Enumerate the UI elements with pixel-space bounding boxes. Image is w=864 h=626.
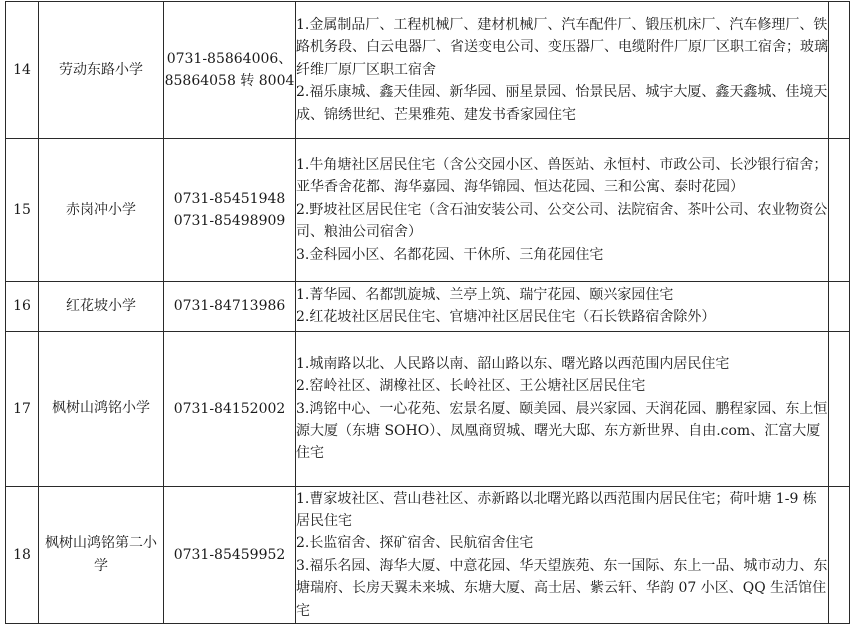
phone-number: 0731-84152002 [173,400,286,417]
table-row [6,331,850,486]
table-row [6,282,850,332]
school-name: 赤岗冲小学 [39,139,164,282]
area-item: 2.窑岭社区、湖橡社区、长岭社区、王公塘社区居民住宅 [296,378,646,395]
table-row [6,139,850,282]
phone-number: 0731-84713986 [173,298,286,315]
empty-cell [829,2,850,139]
area-item: 3.金科园小区、名都花园、干休所、三角花园住宅 [296,246,604,263]
area-item: 1.牛角塘社区居民住宅（含公交园小区、兽医站、永恒村、市政公司、长沙银行宿舍；亚华香舍花都、海华嘉园、海华锦园、恒达花园、三和公寓、泰时花园） [296,156,828,196]
table-row [6,486,850,623]
phone-number: 0731-85459952 [173,546,286,563]
phone-cell [164,331,296,486]
area-item: 2.红花坡社区居民住宅、官塘冲社区居民住宅（石长铁路宿舍除外） [296,309,716,326]
area-item: 1.城南路以北、人民路以南、韶山路以东、曙光路以西范围内居民住宅 [296,355,730,372]
phone-cell [164,2,296,139]
phone-cell [164,139,296,282]
row-number: 16 [6,282,39,332]
enrollment-area-cell [296,139,829,282]
area-item: 2.长监宿舍、探矿宿舍、民航宿舍住宅 [296,535,534,552]
phone-number: 0731-85498909 [173,213,286,229]
enrollment-area-cell [296,486,829,623]
row-number: 18 [6,486,39,623]
school-name: 红花坡小学 [39,282,164,332]
enrollment-area-cell [296,2,829,139]
phone-cell [164,486,296,623]
empty-cell [829,282,850,332]
empty-cell [829,486,850,623]
phone-number: 0731-85864006、85864058 转 8004 [164,51,295,89]
area-item: 3.福乐名园、海华大厦、中意花园、华天望族苑、东一国际、东上一品、城市动力、东塘瑞府、长房天翼未来城、东塘大厦、高士居、紫云轩、华韵 07 小区、QQ 生活馆住宅 [296,557,828,619]
phone-number: 0731-85451948 [173,191,286,207]
school-name: 枫树山鸿铭小学 [39,331,164,486]
area-item: 2.福乐康城、鑫天佳园、新华园、丽星景园、怡景民居、城宇大厦、鑫天鑫城、佳境天成、锦绣世纪、芒果雅苑、建发书香家园住宅 [296,84,828,123]
school-name: 劳动东路小学 [39,2,164,139]
school-district-table [5,1,850,624]
empty-cell [829,139,850,282]
row-number: 17 [6,331,39,486]
area-item: 1.曹家坡社区、营山巷社区、赤新路以北曙光路以西范围内居民住宅；荷叶塘 1-9 栋居民住宅 [296,490,817,529]
empty-cell [829,331,850,486]
area-item: 3.鸿铭中心、一心花苑、宏景名厦、颐美园、晨兴家园、天润花园、鹏程家园、东上恒源大厦（东塘 SOHO）、凤凰商贸城、曙光大邸、东方新世界、自由.com、汇富大厦住宅 [296,400,828,462]
enrollment-area-cell [296,331,829,486]
area-item: 1.金属制品厂、工程机械厂、建材机械厂、汽车配件厂、锻压机床厂、汽车修理厂、铁路机务段、白云电器厂、省送变电公司、变压器厂、电缆附件厂原厂区职工宿舍；玻璃纤维厂原厂区职工宿舍 [296,16,828,78]
phone-cell [164,282,296,332]
area-item: 1.菁华园、名都凯旋城、兰亭上筑、瑞宁花园、颐兴家园住宅 [296,287,674,303]
area-item: 2.野坡社区居民住宅（含石油安装公司、公交公司、法院宿舍、茶叶公司、农业物资公司、粮油公司宿舍） [296,201,828,241]
row-number: 15 [6,139,39,282]
enrollment-area-cell [296,282,829,332]
school-name: 枫树山鸿铭第二小学 [39,486,164,623]
table-row [6,2,850,139]
row-number: 14 [6,2,39,139]
